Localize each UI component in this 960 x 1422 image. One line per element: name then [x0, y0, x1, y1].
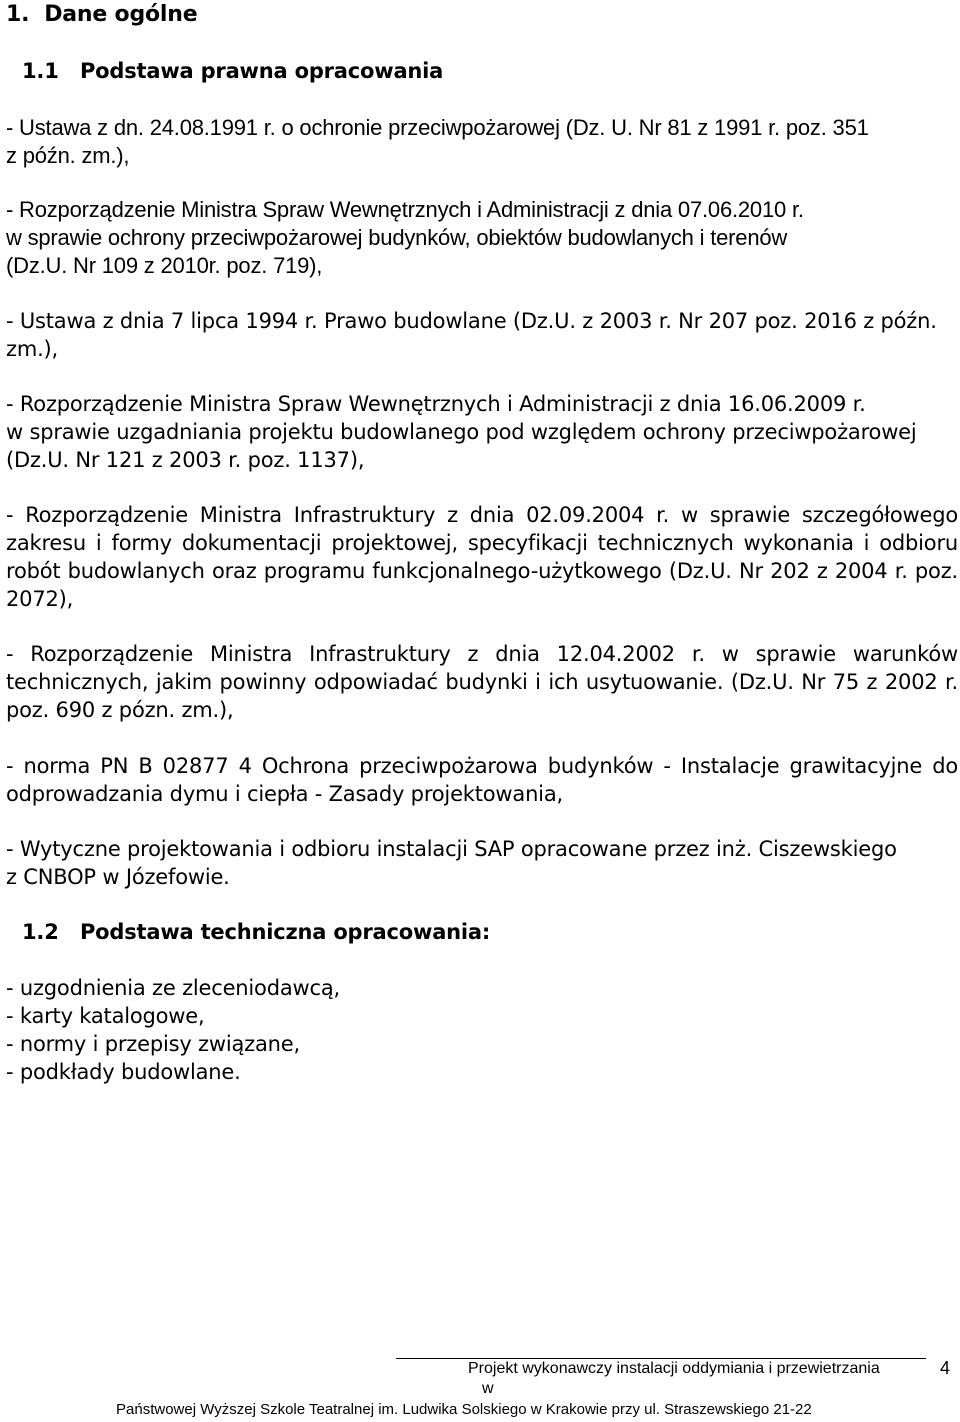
footer-institution: Państwowej Wyższej Szkole Teatralnej im. Ludwika Solskiego w Krakowie przy ul. Straszewskiego 21-22	[116, 1401, 812, 1418]
legal-basis-2-line-2: w sprawie ochrony przeciwpożarowej budynków, obiektów budowlanych i terenów	[6, 225, 788, 250]
section-heading-1-1	[22, 57, 443, 86]
section-title: Dane ogólne	[44, 2, 198, 27]
page-number: 4	[940, 1358, 951, 1378]
legal-basis-4-line-3: (Dz.U. Nr 121 z 2003 r. poz. 1137),	[6, 448, 365, 472]
legal-basis-7-line-2: odprowadzania dymu i ciepła - Zasady projektowania,	[6, 782, 563, 806]
legal-basis-3-line-1: - Ustawa z dnia 7 lipca 1994 r. Prawo budowlane (Dz.U. z 2003 r. Nr 207 poz. 2016 z późn.	[6, 309, 937, 333]
legal-basis-5-line-3: robót budowlanych oraz programu funkcjonalnego-użytkowego (Dz.U. Nr 202 z 2004 r. poz.	[6, 559, 958, 583]
legal-basis-5-line-1: - Rozporządzenie Ministra Infrastruktury z dnia 02.09.2004 r. w sprawie szczegółowego	[6, 503, 958, 527]
footer-w-line: w	[482, 1380, 494, 1397]
section-number: 1.	[6, 2, 30, 27]
legal-basis-8-line-1: - Wytyczne projektowania i odbioru instalacji SAP opracowane przez inż. Ciszewskiego	[6, 837, 897, 861]
legal-basis-5-line-4: 2072),	[6, 587, 74, 611]
legal-basis-8-line-2: z CNBOP w Józefowie.	[6, 865, 230, 889]
legal-basis-6-line-1: - Rozporządzenie Ministra Infrastruktury z dnia 12.04.2002 r. w sprawie warunków	[6, 642, 958, 666]
section-title: Podstawa techniczna opracowania:	[79, 920, 491, 944]
legal-basis-4-line-2: w sprawie uzgadniania projektu budowlanego pod względem ochrony przeciwpożarowej	[6, 420, 917, 444]
footer-project-title: Projekt wykonawczy instalacji oddymiania i przewietrzania	[468, 1360, 880, 1377]
technical-basis-item-1: - uzgodnienia ze zleceniodawcą,	[6, 976, 340, 1000]
technical-basis-item-3: - normy i przepisy związane,	[6, 1032, 300, 1056]
section-heading-1-2	[22, 918, 490, 947]
legal-basis-6-line-3: poz. 690 z pózn. zm.),	[6, 698, 234, 722]
technical-basis-item-4: - podkłady budowlane.	[6, 1060, 241, 1084]
legal-basis-4-line-1: - Rozporządzenie Ministra Spraw Wewnętrznych i Administracji z dnia 16.06.2009 r.	[6, 392, 866, 416]
legal-basis-1-line-1: - Ustawa z dn. 24.08.1991 r. o ochronie przeciwpożarowej (Dz. U. Nr 81 z 1991 r. poz. 351	[6, 115, 869, 140]
section-heading-1	[6, 0, 197, 29]
legal-basis-5-line-2: zakresu i formy dokumentacji projektowej, specyfikacji technicznych wykonania i odbioru	[6, 531, 958, 555]
legal-basis-1-line-2: z późn. zm.),	[6, 143, 130, 168]
legal-basis-3-line-2: zm.),	[6, 337, 59, 361]
section-title: Podstawa prawna opracowania	[79, 59, 444, 83]
section-number: 1.2	[22, 920, 59, 944]
technical-basis-item-2: - karty katalogowe,	[6, 1004, 205, 1028]
legal-basis-2-line-3: (Dz.U. Nr 109 z 2010r. poz. 719),	[6, 253, 323, 278]
legal-basis-6-line-2: technicznych, jakim powinny odpowiadać budynki i ich usytuowanie. (Dz.U. Nr 75 z 2002 r.	[6, 670, 958, 694]
legal-basis-7-line-1: - norma PN B 02877 4 Ochrona przeciwpożarowa budynków - Instalacje grawitacyjne do	[6, 754, 958, 778]
section-number: 1.1	[22, 59, 59, 83]
legal-basis-2-line-1: - Rozporządzenie Ministra Spraw Wewnętrznych i Administracji z dnia 07.06.2010 r.	[6, 197, 804, 222]
